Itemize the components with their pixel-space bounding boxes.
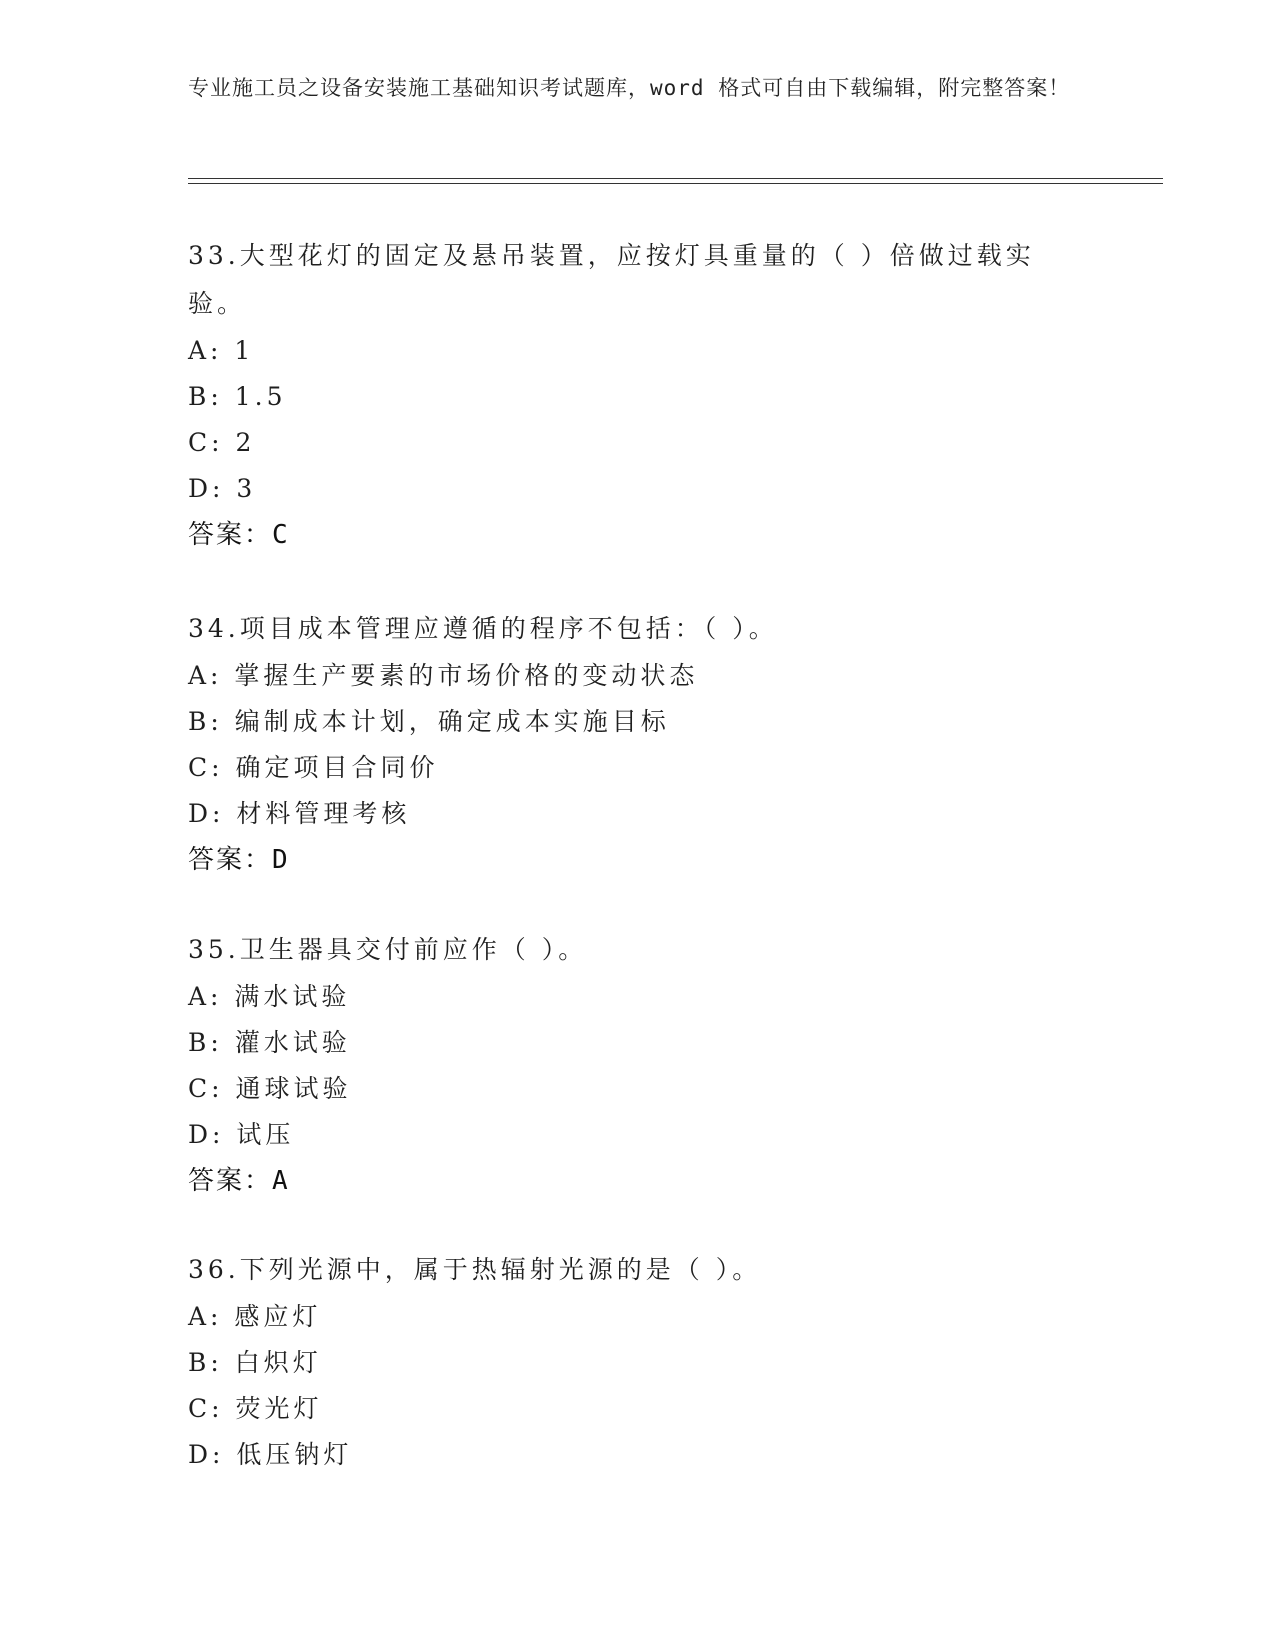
option-d: D: 低压钠灯 xyxy=(188,1440,353,1469)
header-divider-top xyxy=(188,178,1163,179)
question-stem: 33.大型花灯的固定及悬吊装置，应按灯具重量的（ ）倍做过载实验。 xyxy=(188,241,1035,318)
option-a: A: 掌握生产要素的市场价格的变动状态 xyxy=(188,661,699,690)
question-36 xyxy=(188,1246,1088,1478)
header-intro-text: 专业施工员之设备安装施工基础知识考试题库，word 格式可自由下载编辑，附完整答案！ xyxy=(188,76,1071,100)
question-34 xyxy=(188,605,1088,883)
option-b: B: 1.5 xyxy=(188,382,287,411)
option-a: A: 满水试验 xyxy=(188,982,351,1011)
option-a: A: 1 xyxy=(188,336,255,365)
header-divider-bottom xyxy=(188,183,1163,184)
answer-line: 答案：C xyxy=(188,520,290,550)
question-stem: 35.卫生器具交付前应作（ ）。 xyxy=(188,935,588,964)
document-header xyxy=(188,72,1088,105)
option-a: A: 感应灯 xyxy=(188,1302,322,1331)
option-d: D: 材料管理考核 xyxy=(188,799,411,828)
answer-line: 答案：A xyxy=(188,1166,290,1196)
option-b: B: 白炽灯 xyxy=(188,1348,322,1377)
option-c: C: 2 xyxy=(188,428,256,457)
option-b: B: 灌水试验 xyxy=(188,1028,351,1057)
question-stem: 34.项目成本管理应遵循的程序不包括：（ ）。 xyxy=(188,614,778,643)
question-stem: 36.下列光源中，属于热辐射光源的是（ ）。 xyxy=(188,1255,762,1284)
question-35 xyxy=(188,926,1088,1204)
option-c: C: 确定项目合同价 xyxy=(188,753,439,782)
option-b: B: 编制成本计划，确定成本实施目标 xyxy=(188,707,670,736)
option-d: D: 3 xyxy=(188,474,257,503)
option-c: C: 通球试验 xyxy=(188,1074,352,1103)
question-33 xyxy=(188,232,1088,558)
answer-line: 答案：D xyxy=(188,845,290,875)
option-d: D: 试压 xyxy=(188,1120,295,1149)
option-c: C: 荧光灯 xyxy=(188,1394,323,1423)
